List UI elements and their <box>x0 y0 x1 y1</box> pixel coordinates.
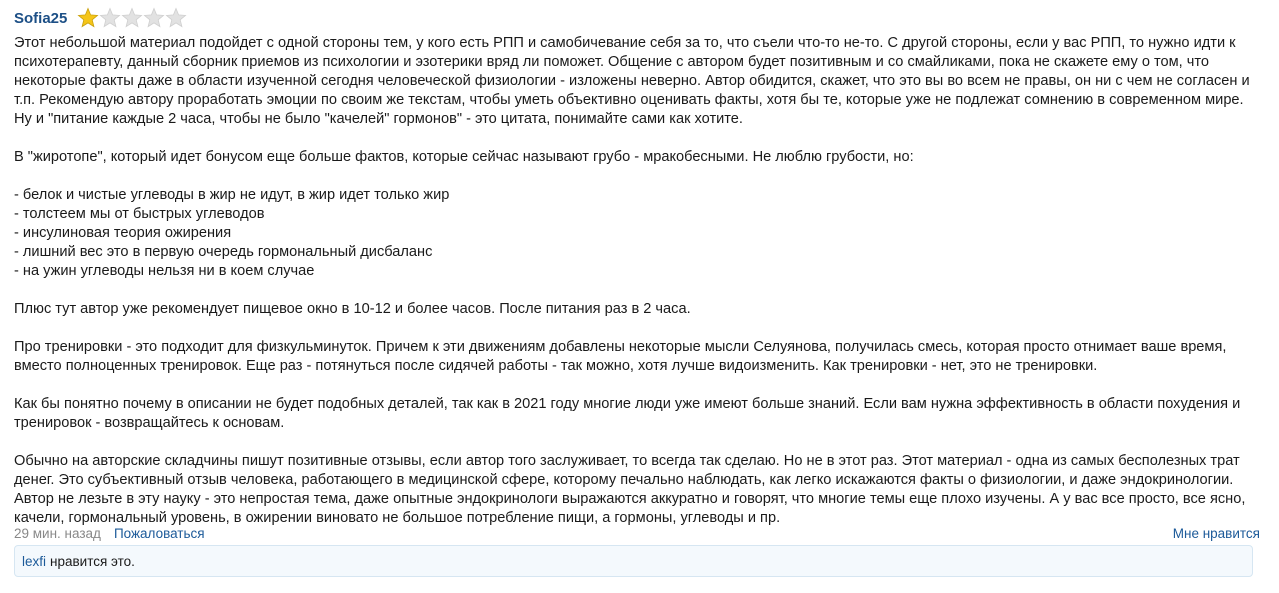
star-empty-icon[interactable] <box>165 7 187 29</box>
star-empty-icon[interactable] <box>121 7 143 29</box>
star-empty-icon[interactable] <box>99 7 121 29</box>
star-empty-icon[interactable] <box>143 7 165 29</box>
like-button[interactable]: Мне нравится <box>1172 526 1260 541</box>
review-text <box>14 34 1264 528</box>
review-line: Обычно на авторские складчины пишут позитивные отзывы, если автор того заслуживает, то всегда так сделаю. Но не в этот раз. Этот материал - одна из самых бесполезных трат денег. Это субъективный отзыв человека, работающего в медицинской сфере, которому печально наблюдать, как легко искажаются факты о физиологии, и даже эндокринологии. Автор не лезьте в эту науку - это непростая тема, даже опытные эндокринологи выражаются аккуратно и говорят, что многие темы еще плохо изучены. А у вас все просто, все ясно, качели, гормональный уровень, в ожирении виновато не большое потребление пищи, а гормоны, углеводы и пр. <box>14 453 1246 526</box>
star-rating[interactable] <box>77 7 187 29</box>
author-link[interactable]: Sofia25 <box>14 9 68 27</box>
review-line: - белок и чистые углеводы в жир не идут, в жир идет только жир <box>14 187 450 203</box>
report-link[interactable]: Пожаловаться <box>113 526 205 541</box>
star-filled-icon[interactable] <box>77 7 99 29</box>
review-line: В "жиротопе", который идет бонусом еще больше фактов, которые сейчас называют грубо - мракобесными. Не люблю грубости, но: <box>14 149 914 165</box>
review-paragraph <box>14 395 1264 433</box>
liker-link[interactable]: lexfi <box>22 553 47 569</box>
review-line: - инсулиновая теория ожирения <box>14 225 232 241</box>
review <box>14 6 1264 528</box>
review-paragraph <box>14 186 1264 281</box>
review-line: Как бы понятно почему в описании не будет подобных деталей, так как в 2021 году многие люди уже имеют больше знаний. Если вам нужна эффективность в области похудения и тренировок - возвращайтесь к основам. <box>14 396 1241 431</box>
review-paragraph <box>14 338 1264 376</box>
review-line: - на ужин углеводы нельзя ни в коем случае <box>14 263 315 279</box>
review-meta <box>14 526 1260 541</box>
review-paragraph <box>14 34 1264 129</box>
review-paragraph <box>14 148 1264 167</box>
review-line: Этот небольшой материал подойдет с одной стороны тем, у кого есть РПП и самобичевание себя за то, что съели что-то не-то. С другой стороны, если у вас РПП, то нужно идти к психотерапевту, данный сборник приемов из психологии и эзотерики вряд ли поможет. Общение с автором будет позитивным и со смайликами, пока не скажете ему о том, что некоторые факты даже в области изученной сегодня человеческой физиологии - изложены неверно. Автор обидится, скажет, что это вы во всем не правы, он ни с чем не согласен и т.п. Рекомендую автору проработать эмоции по своим же текстам, чтобы уметь объективно оценивать факты, хотя бы те, которые уже не подлежат сомнению в современном мире. Ну и "питание каждые 2 часа, чтобы не было "качелей" гормонов" - это цитата, понимайте сами как хотите. <box>14 35 1250 127</box>
review-line: - лишний вес это в первую очередь гормональный дисбаланс <box>14 244 433 260</box>
review-line: Про тренировки - это подходит для физкульминуток. Причем к эти движениям добавлены некоторые мысли Селуянова, получилась смесь, которая просто отнимает ваше время, вместо полноценных тренировок. Еще раз - потянуться после сидячей работы - так можно, хотя лучше видоизменить. Как тренировки - нет, это не тренировки. <box>14 339 1227 374</box>
review-line: - толстеем мы от быстрых углеводов <box>14 206 265 222</box>
review-paragraph <box>14 452 1264 528</box>
likes-summary <box>14 545 1253 577</box>
review-header <box>14 6 1264 30</box>
likes-text: нравится это. <box>50 553 135 569</box>
review-line: Плюс тут автор уже рекомендует пищевое окно в 10-12 и более часов. После питания раз в 2 часа. <box>14 301 691 317</box>
review-paragraph <box>14 300 1264 319</box>
review-timestamp: 29 мин. назад <box>14 526 101 541</box>
